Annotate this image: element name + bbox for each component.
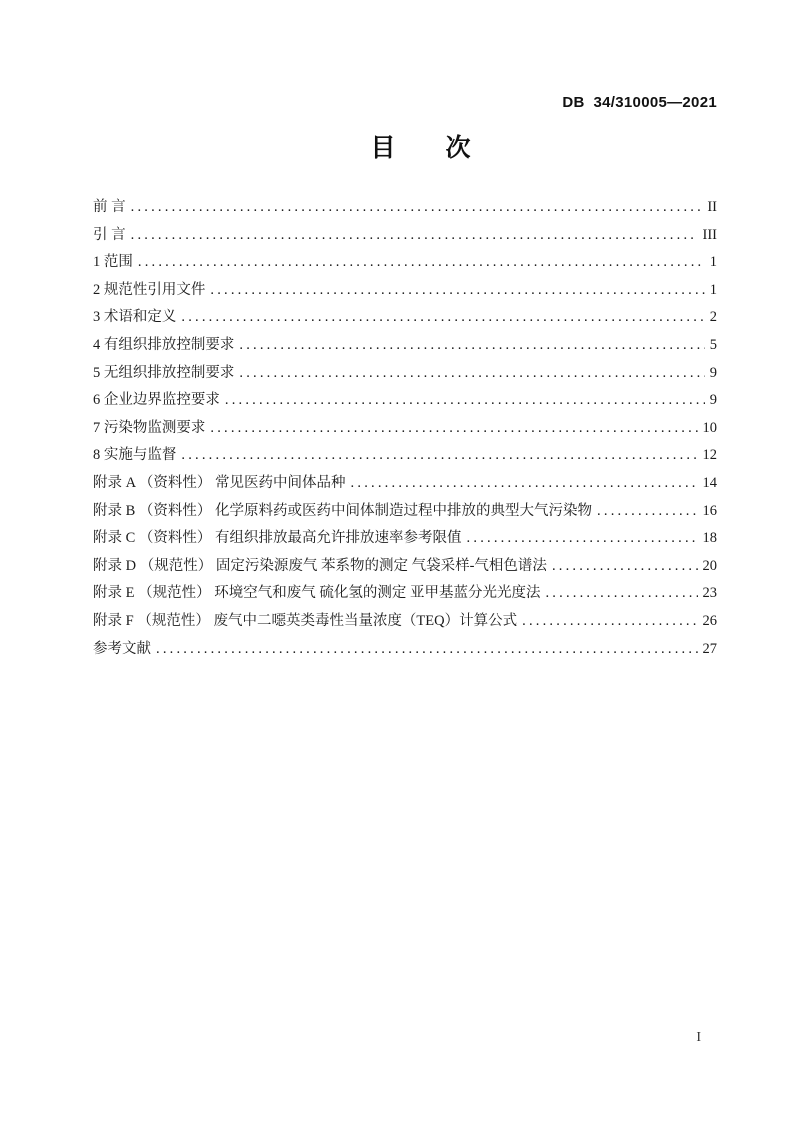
toc-entry-label: 附录 F （规范性） 废气中二噁英类毒性当量浓度（TEQ）计算公式: [93, 612, 518, 629]
toc-entry: [93, 360, 717, 388]
toc-entry-page: 18: [702, 530, 717, 547]
toc-entry: [93, 498, 717, 526]
toc-entry-label: 附录 E （规范性） 环境空气和废气 硫化氢的测定 亚甲基蓝分光光度法: [93, 585, 541, 602]
toc-entry-page: II: [707, 199, 717, 215]
toc-entry-page: 23: [702, 585, 717, 602]
toc-entry-page: 9: [709, 364, 717, 381]
table-of-contents: [93, 194, 717, 663]
toc-entry: [93, 222, 717, 250]
toc-entry-page: 2: [709, 309, 717, 326]
toc-entry: [93, 415, 717, 443]
toc-entry-label: 2 规范性引用文件: [93, 281, 206, 298]
toc-entry-page: 9: [709, 392, 717, 409]
dot-leader: [131, 222, 698, 250]
toc-entry-label: 参考文献: [93, 640, 151, 657]
toc-entry: [93, 608, 717, 636]
dot-leader: [181, 442, 697, 470]
footer-page-number: I: [696, 1030, 701, 1045]
dot-leader: [597, 498, 697, 526]
toc-entry: [93, 525, 717, 553]
toc-entry-page: 1: [709, 281, 717, 298]
toc-entry-label: 附录 A （资料性） 常见医药中间体品种: [93, 474, 346, 491]
toc-entry-label: 5 无组织排放控制要求: [93, 364, 235, 381]
toc-entry: [93, 277, 717, 305]
dot-leader: [239, 360, 704, 388]
standard-code: DB 34/310005—2021: [562, 94, 717, 111]
toc-entry: [93, 194, 717, 222]
dot-leader: [351, 470, 698, 498]
toc-entry: [93, 249, 717, 277]
dot-leader: [181, 304, 704, 332]
toc-entry: [93, 553, 717, 581]
dot-leader: [552, 553, 698, 581]
toc-entry-label: 7 污染物监测要求: [93, 419, 206, 436]
toc-entry-page: 27: [702, 640, 717, 657]
toc-entry: [93, 304, 717, 332]
toc-entry-page: 1: [709, 254, 717, 271]
toc-entry-label: 6 企业边界监控要求: [93, 392, 220, 409]
toc-entry-label: 引 言: [93, 226, 126, 243]
dot-leader: [239, 332, 704, 360]
toc-entry-label: 4 有组织排放控制要求: [93, 336, 235, 353]
toc-entry-page: 12: [702, 447, 717, 464]
page-title: 目 次: [370, 134, 471, 162]
toc-entry-label: 8 实施与监督: [93, 447, 177, 464]
toc-entry-label: 附录 B （资料性） 化学原料药或医药中间体制造过程中排放的典型大气污染物: [93, 502, 593, 519]
toc-entry-page: 16: [702, 502, 717, 519]
toc-entry-page: III: [702, 226, 717, 243]
toc-entry-label: 附录 C （资料性） 有组织排放最高允许排放速率参考限值: [93, 530, 462, 547]
toc-entry: [93, 470, 717, 498]
toc-entry-page: 10: [702, 419, 717, 436]
dot-leader: [225, 387, 705, 415]
dot-leader: [545, 580, 697, 608]
toc-entry-page: 14: [702, 474, 717, 491]
dot-leader: [131, 194, 703, 222]
dot-leader: [210, 277, 704, 305]
dot-leader: [522, 608, 697, 636]
toc-entry: [93, 580, 717, 608]
toc-entry: [93, 442, 717, 470]
toc-entry-label: 前 言: [93, 199, 126, 215]
dot-leader: [467, 525, 698, 553]
toc-entry-page: 5: [709, 336, 717, 353]
toc-entry: [93, 332, 717, 360]
toc-entry-label: 1 范围: [93, 254, 133, 271]
dot-leader: [210, 415, 697, 443]
dot-leader: [138, 249, 705, 277]
toc-entry: [93, 636, 717, 664]
toc-entry-label: 附录 D （规范性） 固定污染源废气 苯系物的测定 气袋采样-气相色谱法: [93, 557, 547, 574]
toc-entry-label: 3 术语和定义: [93, 309, 177, 326]
dot-leader: [156, 636, 698, 664]
toc-entry: [93, 387, 717, 415]
toc-entry-page: 20: [702, 557, 717, 574]
toc-entry-page: 26: [702, 612, 717, 629]
